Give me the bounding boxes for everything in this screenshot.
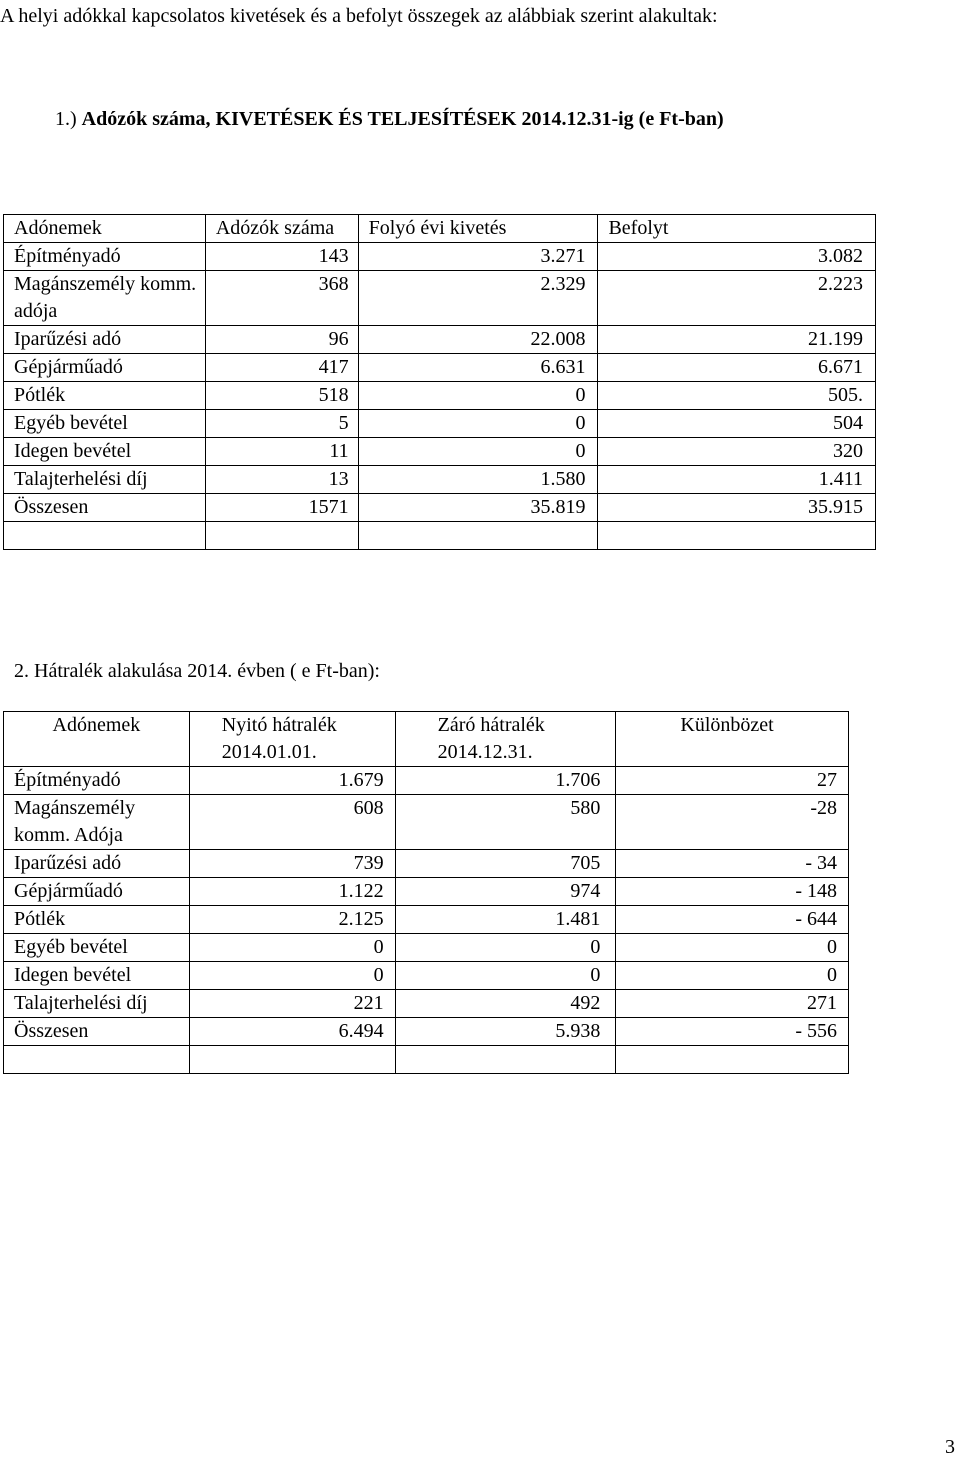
table-cell: Gépjárműadó — [4, 878, 190, 906]
table-cell: 0 — [395, 962, 616, 990]
table-cell: 0 — [358, 382, 598, 410]
table-cell: 11 — [205, 438, 358, 466]
table-cell: - 644 — [616, 906, 849, 934]
table-row — [4, 878, 849, 906]
table-cell: 143 — [205, 243, 358, 271]
table-cell: 2.223 — [598, 271, 876, 326]
table-cell: 1.411 — [598, 466, 876, 494]
table-row-empty — [4, 1046, 849, 1074]
table-cell — [4, 522, 206, 550]
table-cell: 5 — [205, 410, 358, 438]
section-1-title: Adózók száma, KIVETÉSEK ÉS TELJESÍTÉSEK 2014.12.31-ig (e Ft-ban) — [81, 108, 724, 130]
table-cell: 3.271 — [358, 243, 598, 271]
table2-header-2 — [395, 712, 616, 767]
table-cell: 5.938 — [395, 1018, 616, 1046]
table-row-empty — [4, 522, 876, 550]
table-row — [4, 271, 876, 326]
table-cell: Építményadó — [4, 767, 190, 795]
table-cell: 35.915 — [598, 494, 876, 522]
table-cell: 0 — [358, 410, 598, 438]
table2-header-0: Adónemek — [4, 712, 190, 767]
table-cell: 705 — [395, 850, 616, 878]
table-cell: Iparűzési adó — [4, 326, 206, 354]
table-row — [4, 906, 849, 934]
table-cell: 6.494 — [189, 1018, 395, 1046]
table-cell: 608 — [189, 795, 395, 850]
table-cell: 974 — [395, 878, 616, 906]
table-row — [4, 326, 876, 354]
table-cell: 492 — [395, 990, 616, 1018]
table-cell — [4, 1046, 190, 1074]
table-cell: Pótlék — [4, 382, 206, 410]
table-cell: 518 — [205, 382, 358, 410]
table-row-total — [4, 1018, 849, 1046]
table-row — [4, 795, 849, 850]
table-cell: Idegen bevétel — [4, 438, 206, 466]
table-cell: 2.329 — [358, 271, 598, 326]
table-cell: 368 — [205, 271, 358, 326]
table-cell: 1.580 — [358, 466, 598, 494]
tax-assessment-table — [3, 214, 876, 550]
table-cell: 505. — [598, 382, 876, 410]
intro-text: A helyi adókkal kapcsolatos kivetések és a befolyt összegek az alábbiak szerint alakultak: — [0, 5, 718, 27]
table-cell: 0 — [189, 934, 395, 962]
table-row — [4, 243, 876, 271]
table1-header-3: Befolyt — [598, 215, 876, 243]
table-cell: 417 — [205, 354, 358, 382]
table-cell: Gépjárműadó — [4, 354, 206, 382]
table-cell: 2.125 — [189, 906, 395, 934]
table-row — [4, 962, 849, 990]
table-cell: 221 — [189, 990, 395, 1018]
arrears-table — [3, 711, 849, 1074]
table-cell: Pótlék — [4, 906, 190, 934]
table-cell: 96 — [205, 326, 358, 354]
table-row — [4, 466, 876, 494]
table-cell: 13 — [205, 466, 358, 494]
table-cell: Talajterhelési díj — [4, 990, 190, 1018]
table-cell: Idegen bevétel — [4, 962, 190, 990]
table-cell: 739 — [189, 850, 395, 878]
table-cell: 1571 — [205, 494, 358, 522]
table-cell: 271 — [616, 990, 849, 1018]
table-cell: - 34 — [616, 850, 849, 878]
table-row — [4, 354, 876, 382]
table-row — [4, 767, 849, 795]
table-cell: Talajterhelési díj — [4, 466, 206, 494]
table-cell: - 556 — [616, 1018, 849, 1046]
table-cell: 320 — [598, 438, 876, 466]
section-1-number: 1.) — [55, 108, 77, 130]
table-row — [4, 410, 876, 438]
table-cell: 35.819 — [358, 494, 598, 522]
table-cell: 1.706 — [395, 767, 616, 795]
section-1-heading — [55, 107, 724, 131]
table-cell: 0 — [395, 934, 616, 962]
table-cell: 580 — [395, 795, 616, 850]
table-cell: Egyéb bevétel — [4, 934, 190, 962]
table-row — [4, 934, 849, 962]
table-cell — [358, 522, 598, 550]
table-cell: 0 — [358, 438, 598, 466]
table-row — [4, 990, 849, 1018]
table-cell: Magánszemély komm. adója — [4, 271, 206, 326]
table-cell — [395, 1046, 616, 1074]
table-cell: 3.082 — [598, 243, 876, 271]
page-number: 3 — [945, 1436, 955, 1458]
table-cell: 0 — [616, 962, 849, 990]
table-cell: Összesen — [4, 1018, 190, 1046]
table-cell: 0 — [189, 962, 395, 990]
table-cell: 6.631 — [358, 354, 598, 382]
table1-header-row — [4, 215, 876, 243]
table-row — [4, 382, 876, 410]
table1-header-2: Folyó évi kivetés — [358, 215, 598, 243]
table-row — [4, 850, 849, 878]
table-cell: Összesen — [4, 494, 206, 522]
table-row-total — [4, 494, 876, 522]
table-cell: 1.122 — [189, 878, 395, 906]
table-cell: - 148 — [616, 878, 849, 906]
table-cell — [616, 1046, 849, 1074]
table1-header-0: Adónemek — [4, 215, 206, 243]
table-row — [4, 438, 876, 466]
table-cell: 1.679 — [189, 767, 395, 795]
table-cell: Építményadó — [4, 243, 206, 271]
table-cell: 1.481 — [395, 906, 616, 934]
table-cell: Iparűzési adó — [4, 850, 190, 878]
table-cell — [189, 1046, 395, 1074]
table-cell — [598, 522, 876, 550]
section-2-heading: 2. Hátralék alakulása 2014. évben ( e Ft-ban): — [14, 660, 380, 682]
table-cell: -28 — [616, 795, 849, 850]
table-cell: 504 — [598, 410, 876, 438]
table-cell: 22.008 — [358, 326, 598, 354]
table-cell: 6.671 — [598, 354, 876, 382]
table-cell: 21.199 — [598, 326, 876, 354]
table-cell: 27 — [616, 767, 849, 795]
table-cell: Egyéb bevétel — [4, 410, 206, 438]
table2-header-1 — [189, 712, 395, 767]
table-cell: 0 — [616, 934, 849, 962]
table1-header-1: Adózók száma — [205, 215, 358, 243]
table2-header-3: Különbözet — [616, 712, 849, 767]
table2-header-row — [4, 712, 849, 767]
table-cell: Magánszemély komm. Adója — [4, 795, 190, 850]
table2-header-1-text: Nyitó hátralék 2014.01.01. — [221, 714, 337, 763]
table-cell — [205, 522, 358, 550]
table2-header-2-text: Záró hátralék 2014.12.31. — [437, 714, 545, 763]
